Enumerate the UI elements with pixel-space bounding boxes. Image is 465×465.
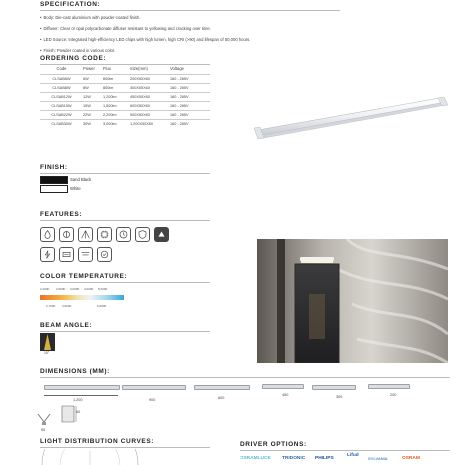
cell-voltage: 160 - 265V <box>170 93 210 102</box>
spec-item: • Finish: Powder coated in various color. <box>40 45 360 56</box>
temp-label: 5,000K <box>98 287 108 291</box>
driver-logo-osram: OSRAM <box>402 456 420 461</box>
beam-spread-icon <box>78 227 93 242</box>
spec-item: • LED Source: Integrated high-efficiency LED chips with high lumen, high CRI (>90) and lifespan of 50,000 hours. <box>40 34 360 45</box>
column-header: Flux <box>103 66 111 71</box>
column-header: Voltage <box>170 66 184 71</box>
cell-flux: 1,200lm <box>103 93 130 102</box>
finish-label: White <box>70 186 81 191</box>
cell-voltage: 160 - 265V <box>170 84 210 93</box>
profile-cross-section <box>58 402 80 428</box>
specification-heading: SPECIFICATION: <box>40 1 101 8</box>
dimension-label: 300 <box>336 395 343 399</box>
profile-width-label: 50 <box>41 428 46 432</box>
dimensions-heading: DIMENSIONS (MM): <box>40 368 110 375</box>
finish-heading: FINISH: <box>40 164 68 171</box>
product-fixture-image <box>252 92 452 142</box>
ordering-code-heading: ORDERING CODE: <box>40 55 107 62</box>
dimension-line <box>44 395 118 396</box>
cell-flux: 3,000lm <box>103 120 130 129</box>
divider <box>240 450 450 451</box>
finish-label: Sand Black <box>70 177 92 182</box>
application-photo <box>257 239 448 363</box>
finish-swatch-sand-black <box>40 176 68 184</box>
driver-logo-tridonic: TRIDONIC <box>282 456 306 461</box>
cell-code: CLSAB12W <box>40 93 83 102</box>
driver-logo-osramluce: ƆSRAMLUCE <box>240 456 271 461</box>
led-chip-icon <box>97 227 112 242</box>
lifespan-icon <box>116 227 131 242</box>
dimension-label: 1,200 <box>73 398 83 402</box>
table-row <box>40 93 210 102</box>
driver-icon <box>59 247 74 262</box>
temp-label: 3,000K <box>70 287 80 291</box>
temp-label: 4,000K <box>84 287 94 291</box>
divider <box>40 64 210 65</box>
cell-power: 30W <box>83 120 103 129</box>
cell-power: 22W <box>83 111 103 120</box>
ip-rating-icon <box>40 227 55 242</box>
dimension-bar-200 <box>368 384 410 389</box>
cell-flux: 600lm <box>103 75 130 84</box>
cell-size: 600X50X60 <box>130 102 170 111</box>
temp-label: 2,700K <box>46 304 56 308</box>
cell-power: 6W <box>83 75 103 84</box>
table-row <box>40 84 210 93</box>
dimension-label: 600 <box>218 396 225 400</box>
driver-logo-sylvania: SYLVANIA <box>368 456 388 461</box>
divider <box>40 10 340 11</box>
beam-angle-heading: BEAM ANGLE: <box>40 322 93 329</box>
beam-angle-label: 15° <box>44 351 50 355</box>
color-temperature-gradient <box>40 295 124 300</box>
cell-flux: 800lm <box>103 84 130 93</box>
table-row <box>40 120 210 129</box>
color-temperature-heading: COLOR TEMPERATURE: <box>40 273 128 280</box>
divider <box>40 282 210 283</box>
table-row <box>40 111 210 120</box>
column-header: Size(mm) <box>130 66 148 71</box>
temp-label: 3,500K <box>62 304 72 308</box>
divider <box>40 331 210 332</box>
cell-code: CLSAB6W <box>40 75 83 84</box>
driver-logo-lifud: Lifud <box>347 453 359 458</box>
cell-power: 12W <box>83 93 103 102</box>
cell-flux: 1,500lm <box>103 102 130 111</box>
table-row <box>40 75 210 84</box>
efficiency-icon <box>40 247 55 262</box>
surface-mount-icon <box>78 247 93 262</box>
dimension-label: 200 <box>390 393 397 397</box>
specification-list <box>40 12 360 56</box>
cell-size: 900X50X60 <box>130 111 170 120</box>
cri-icon <box>154 227 169 242</box>
dimming-icon <box>59 227 74 242</box>
light-distribution-heading: LIGHT DISTRIBUTION CURVES: <box>40 438 155 445</box>
divider <box>40 377 450 378</box>
driver-options-heading: DRIVER OPTIONS: <box>240 441 307 448</box>
mounting-bracket-icon <box>34 412 54 426</box>
dimension-label: 900 <box>149 398 156 402</box>
dimension-bar-450 <box>262 384 304 389</box>
light-distribution-curve <box>40 449 140 465</box>
dimension-bar-1200 <box>44 385 120 390</box>
dimension-bar-300 <box>312 385 356 390</box>
cell-code: CLSAB8W <box>40 84 83 93</box>
divider <box>40 173 210 174</box>
dimension-bar-600 <box>194 385 250 390</box>
spec-item: • Body: Die-cast aluminium with powder-coated finish. <box>40 12 360 23</box>
certification-icon <box>97 247 112 262</box>
table-row <box>40 102 210 111</box>
cell-voltage: 160 - 265V <box>170 120 210 129</box>
ordering-table <box>40 66 210 128</box>
cell-voltage: 160 - 265V <box>170 75 210 84</box>
column-header: Power <box>83 66 95 71</box>
warranty-icon <box>135 227 150 242</box>
divider <box>40 220 210 221</box>
temp-label: 2,500K <box>56 287 66 291</box>
features-heading: FEATURES: <box>40 211 83 218</box>
column-header: Code <box>56 66 67 71</box>
dimension-bar-900 <box>122 385 186 390</box>
profile-height-label: 60 <box>76 410 81 414</box>
temp-label: 2,200K <box>40 287 50 291</box>
beam-angle-icon <box>40 333 55 351</box>
cell-voltage: 160 - 265V <box>170 102 210 111</box>
cell-flux: 2,200lm <box>103 111 130 120</box>
cell-code: CLSAB15W <box>40 102 83 111</box>
cell-code: CLSAB22W <box>40 111 83 120</box>
dimension-label: 450 <box>282 393 289 397</box>
cell-size: 300X50X60 <box>130 84 170 93</box>
temp-label: 6,000K <box>97 304 107 308</box>
spec-item: • Diffuser: Clear or opal polycarbonate diffuser resistant to yellowing and cracking over time. <box>40 23 360 34</box>
cell-code: CLSAB30W <box>40 120 83 129</box>
cell-voltage: 160 - 265V <box>170 111 210 120</box>
driver-logo-philips: PHILIPS <box>315 456 334 461</box>
cell-size: 200X50X60 <box>130 75 170 84</box>
cell-size: 1,200X50X60 <box>130 120 170 129</box>
finish-swatch-white <box>40 185 68 193</box>
divider <box>40 447 210 448</box>
cell-power: 15W <box>83 102 103 111</box>
cell-power: 8W <box>83 84 103 93</box>
cell-size: 450X50X60 <box>130 93 170 102</box>
